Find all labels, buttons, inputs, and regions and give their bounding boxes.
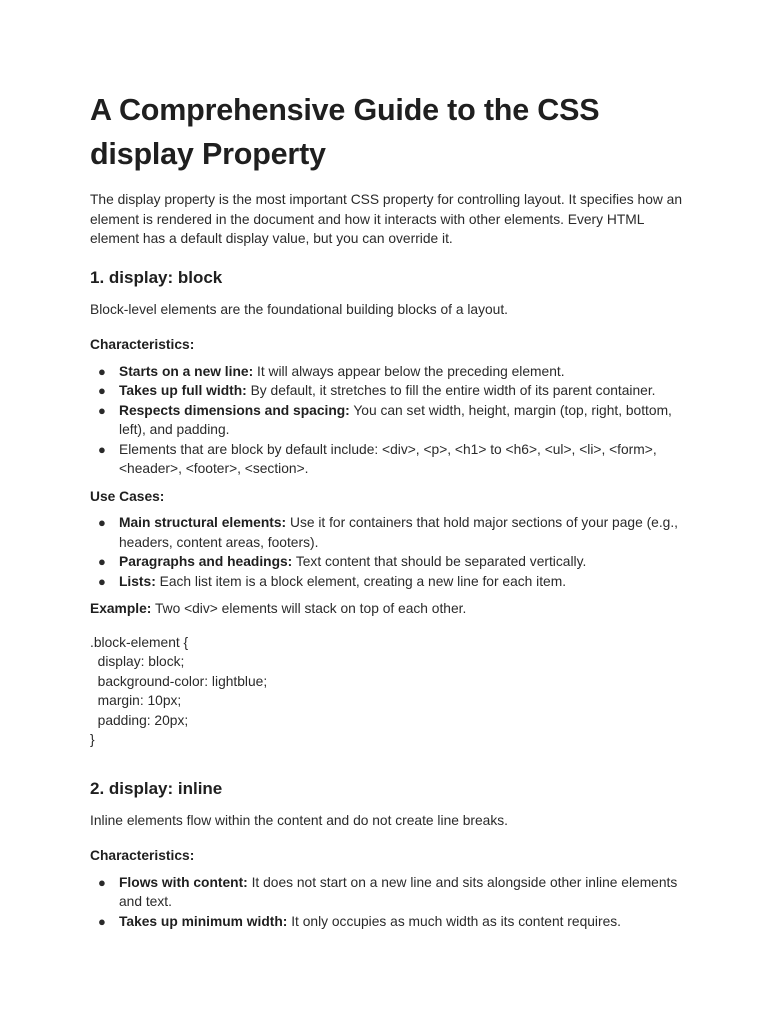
bullet-icon: ● <box>98 363 106 379</box>
list-item: ● Flows with content: It does not start on a new line and sits alongside other inline elements and text. <box>98 874 678 909</box>
document-page <box>90 88 690 931</box>
bullet-icon: ● <box>98 441 106 457</box>
list-item: ● Takes up full width: By default, it stretches to fill the entire width of its parent container. <box>90 381 690 401</box>
characteristics-label: Characteristics: <box>90 848 195 863</box>
code-block: .block-element { display: block; background-color: lightblue; margin: 10px; padding: 20px; } <box>90 634 268 747</box>
section-description: Block-level elements are the foundational building blocks of a layout. <box>90 301 508 317</box>
section-block <box>90 267 690 750</box>
use-cases-list <box>90 513 690 591</box>
section-heading: 1. display: block <box>90 267 223 287</box>
section-description: Inline elements flow within the content and do not create line breaks. <box>90 812 508 828</box>
list-item: ● Paragraphs and headings: Text content that should be separated vertically. <box>90 552 690 572</box>
characteristics-list <box>90 362 690 479</box>
bullet-icon: ● <box>98 913 106 929</box>
characteristics-label: Characteristics: <box>90 337 195 352</box>
section-heading: 2. display: inline <box>90 778 223 798</box>
page-title: A Comprehensive Guide to the CSS display Property <box>90 93 600 171</box>
example-line: Example: Two <div> elements will stack on top of each other. <box>90 601 467 616</box>
list-item: ● Main structural elements: Use it for containers that hold major sections of your page (e.g., headers, content areas, footers). <box>98 515 679 550</box>
use-cases-label: Use Cases: <box>90 488 165 504</box>
section-block <box>90 778 690 932</box>
bullet-icon: ● <box>98 573 106 589</box>
list-item: ● Takes up minimum width: It only occupies as much width as its content requires. <box>90 912 690 932</box>
characteristics-list <box>90 873 690 932</box>
list-item: ● Respects dimensions and spacing: You can set width, height, margin (top, right, bottom, left), and padding. <box>98 402 672 437</box>
list-item: ● Starts on a new line: It will always appear below the preceding element. <box>90 362 690 382</box>
bullet-icon: ● <box>98 402 106 418</box>
list-item: ● Elements that are block by default include: <div>, <p>, <h1> to <h6>, <ul>, <li>, <form>, <header>, <footer>, <section>. <box>98 441 657 476</box>
bullet-icon: ● <box>98 554 106 569</box>
list-item: ● Lists: Each list item is a block element, creating a new line for each item. <box>90 572 690 592</box>
bullet-icon: ● <box>98 383 106 398</box>
intro-paragraph: The display property is the most important CSS property for controlling layout. It specifies how an element is rendered in the document and how it interacts with other elements. Every HTML element has a default display value, but you can override it. <box>90 192 683 246</box>
bullet-icon: ● <box>98 874 106 890</box>
bullet-icon: ● <box>98 515 106 530</box>
